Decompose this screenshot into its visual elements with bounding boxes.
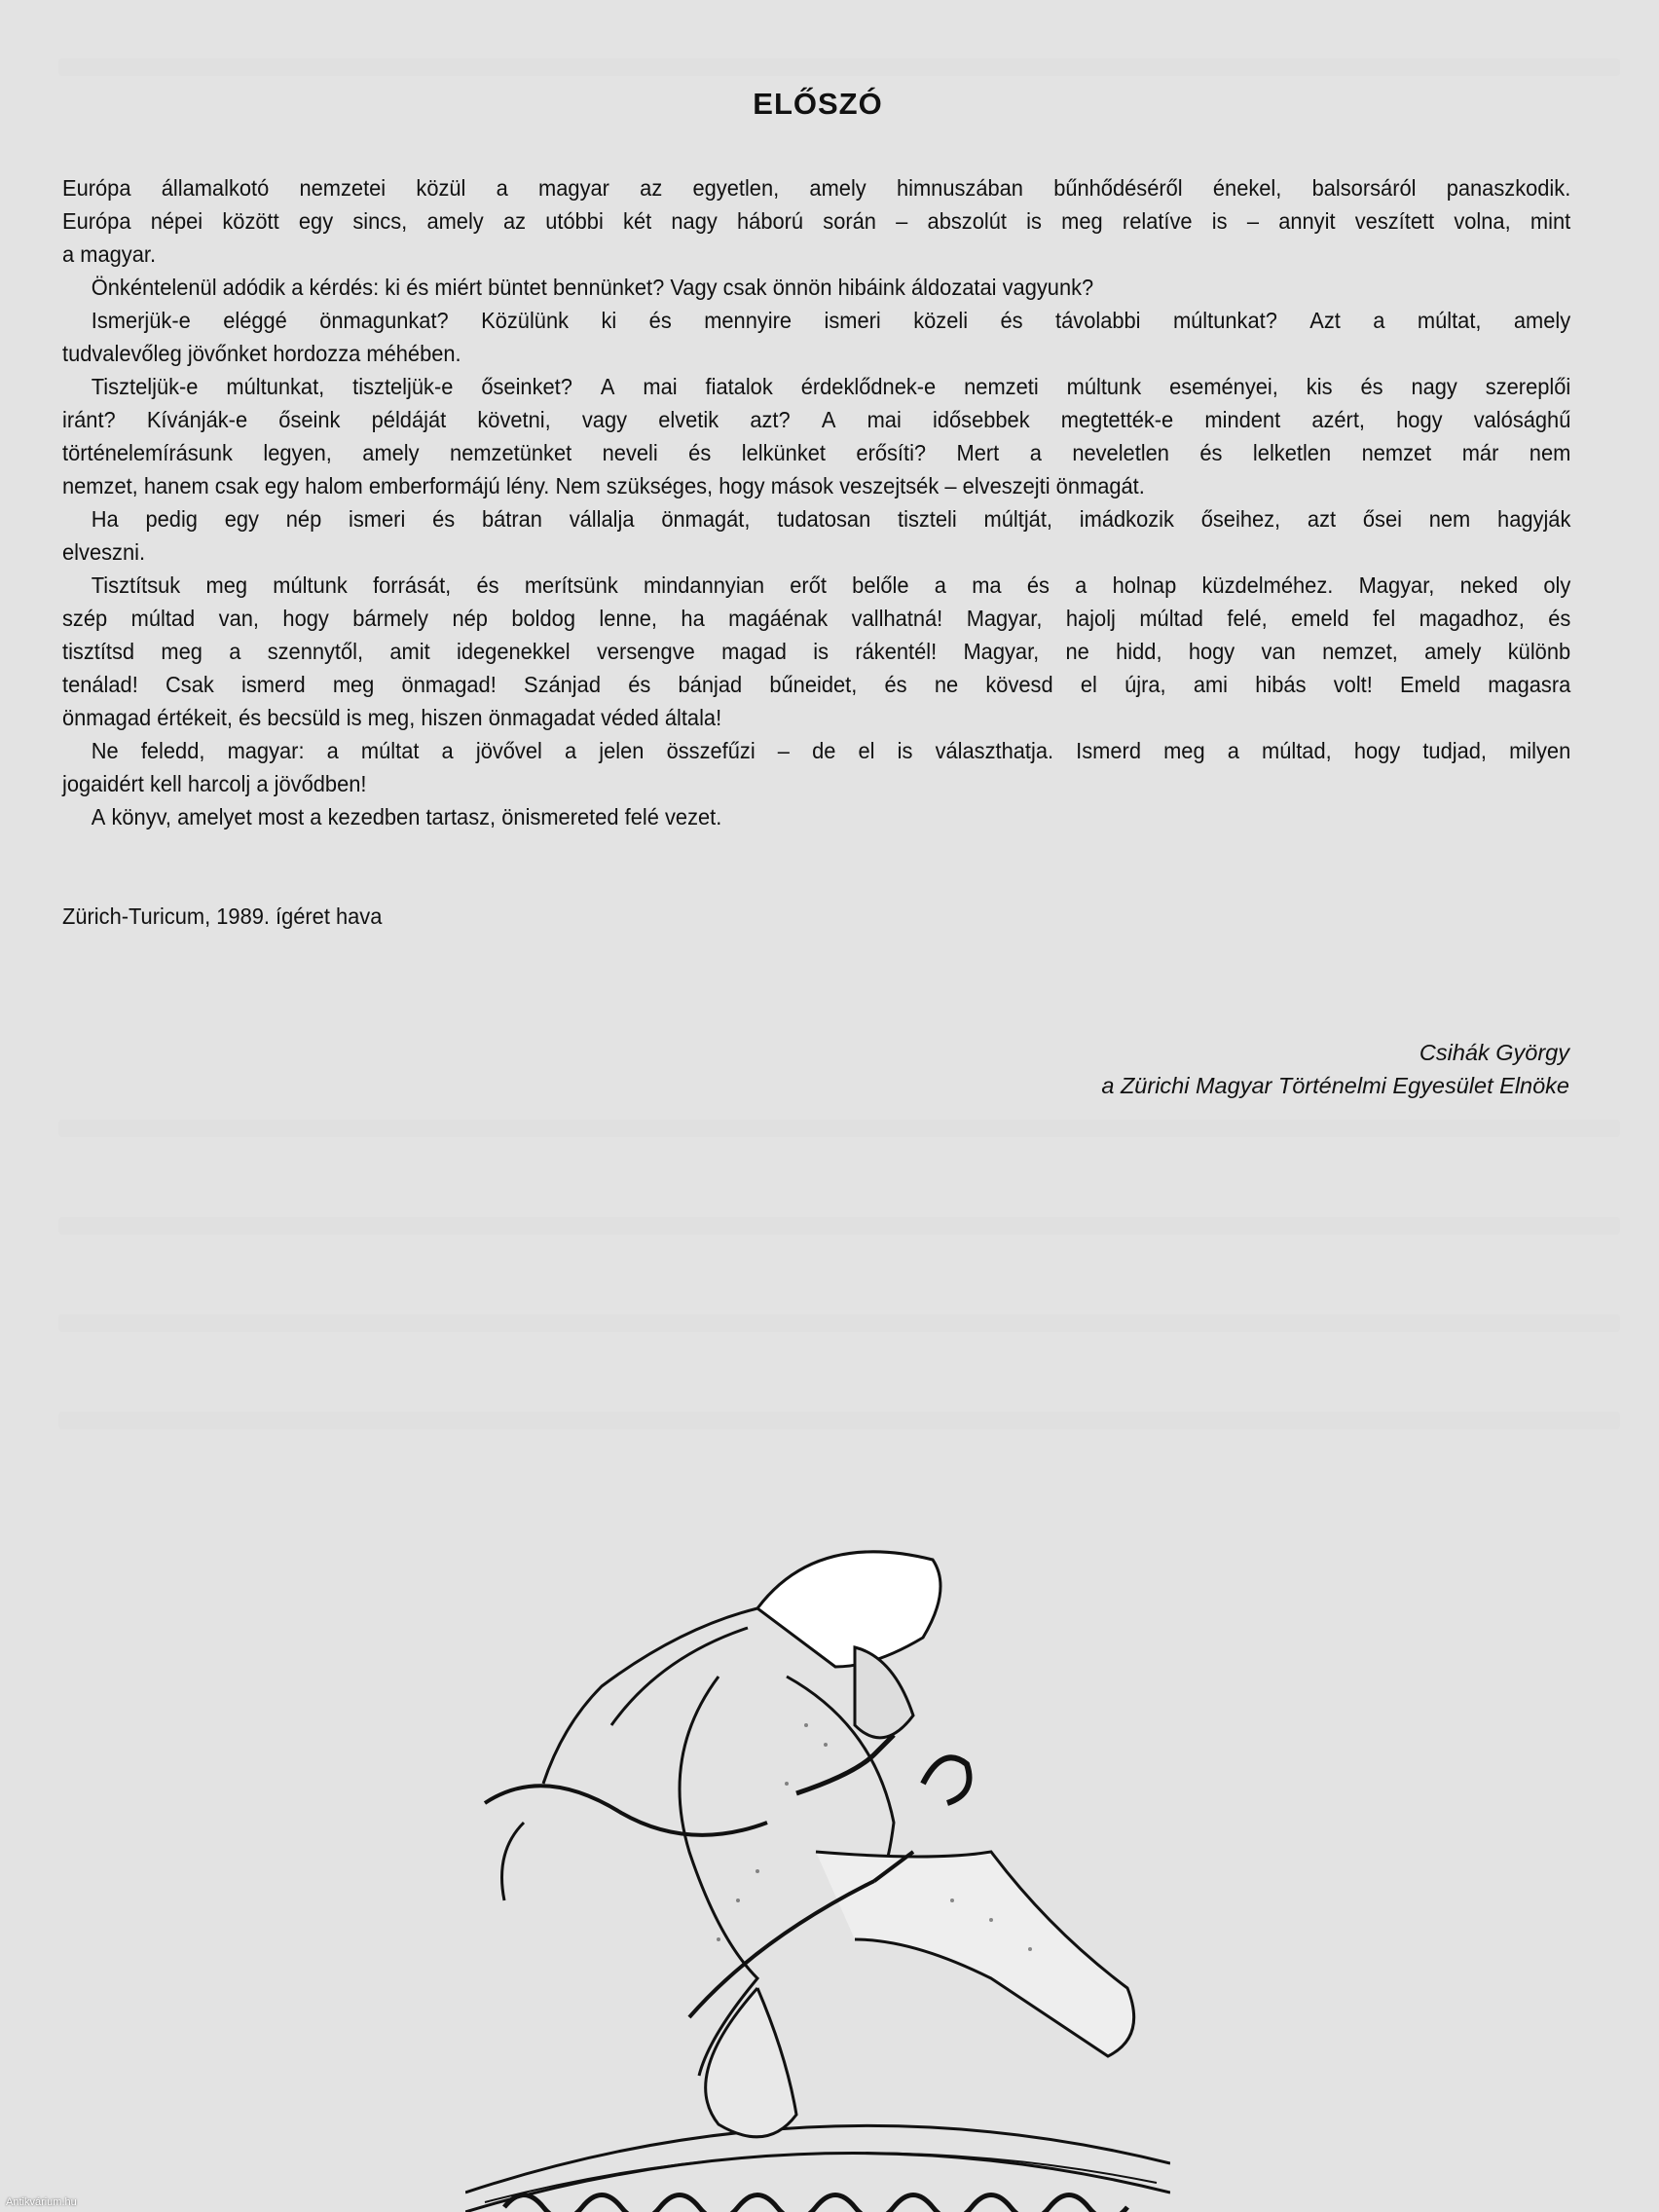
- foreword-body: [62, 171, 1570, 833]
- paragraph-line: történelemírásunk legyen, amely nemzetünket neveli és lelkünket erősíti? Mert a neveletlen és lelketlen nemzet már nem: [62, 440, 1571, 465]
- paragraph-line: Ne feledd, magyar: a múltat a jövővel a jelen összefűzi – de el is választhatja. Ismerd meg a múltad, hogy tudjad, milyen: [91, 738, 1571, 763]
- paragraph-line: Önkéntelenül adódik a kérdés: ki és miért büntet bennünket? Vagy csak önnön hibáink áldozatai vagyunk?: [91, 275, 1094, 300]
- paragraph-line: A könyv, amelyet most a kezedben tartasz, önismereted felé vezet.: [91, 804, 722, 830]
- signature-block: [1101, 1036, 1569, 1102]
- watermark: Antikvárium.hu: [6, 2196, 77, 2208]
- paragraph-line: szép múltad van, hogy bármely nép boldog lenne, ha magáénak vallhatná! Magyar, hajolj múltad felé, emeld fel magadhoz, és: [62, 606, 1571, 631]
- paragraph-line: tudvalevőleg jövőnket hordozza méhében.: [62, 341, 461, 366]
- paragraph-line: tisztítsd meg a szennytől, amit idegenekkel versengve magad is rákentél! Magyar, ne hidd, hogy van nemzet, amely különb: [62, 639, 1571, 664]
- paragraph-line: Ismerjük-e eléggé önmagunkat? Közülünk ki és mennyire ismeri közeli és távolabbi múltunkat? Azt a múltat, amely: [91, 308, 1571, 333]
- paragraph-line: elveszni.: [62, 539, 146, 565]
- paragraph-line: Európa államalkotó nemzetei közül a magyar az egyetlen, amely himnuszában bűnhődéséről énekel, balsorsáról panaszkodik.: [62, 175, 1571, 201]
- paragraph-line: a magyar.: [62, 241, 157, 267]
- signature-role: a Zürichi Magyar Történelmi Egyesület Elnöke: [1101, 1073, 1569, 1098]
- paragraph-line: önmagad értékeit, és becsüld is meg, hiszen önmagadat véded általa!: [62, 705, 722, 730]
- page-title: ELŐSZÓ: [753, 86, 883, 121]
- paragraph-line: iránt? Kívánják-e őseink példáját követni, vagy elvetik azt? A mai idősebbek megtették-e mindent azért, hogy valósághű: [62, 407, 1571, 432]
- paragraph-line: Ha pedig egy nép ismeri és bátran vállalja önmagát, tudatosan tiszteli múltját, imádkozik őseihez, azt ősei nem hagyják: [91, 506, 1571, 532]
- paragraph-line: Tiszteljük-e múltunkat, tiszteljük-e őseinket? A mai fiatalok érdeklődnek-e nemzeti múltunk eseményei, kis és nagy szereplői: [91, 374, 1571, 399]
- paragraph-line: tenálad! Csak ismerd meg önmagad! Szánjad és bánjad bűneidet, és ne kövesd el újra, ami hibás volt! Emeld magasra: [62, 672, 1571, 697]
- paragraph-line: Európa népei között egy sincs, amely az utóbbi két nagy háború során – abszolút is meg relatíve is – annyit veszített volna, mint: [62, 208, 1571, 234]
- warrior-illustration: [465, 1530, 1170, 2212]
- paragraph-line: jogaidért kell harcolj a jövődben!: [62, 771, 367, 796]
- paragraph-line: nemzet, hanem csak egy halom emberformájú lény. Nem szükséges, hogy mások veszejtsék – elveszejti önmagát.: [62, 473, 1145, 498]
- signature-name: Csihák György: [1419, 1040, 1569, 1065]
- paragraph-line: Tisztítsuk meg múltunk forrását, és merítsünk mindannyian erőt belőle a ma és a holnap küzdelméhez. Magyar, neked oly: [91, 572, 1571, 598]
- place-date: Zürich-Turicum, 1989. ígéret hava: [62, 903, 383, 929]
